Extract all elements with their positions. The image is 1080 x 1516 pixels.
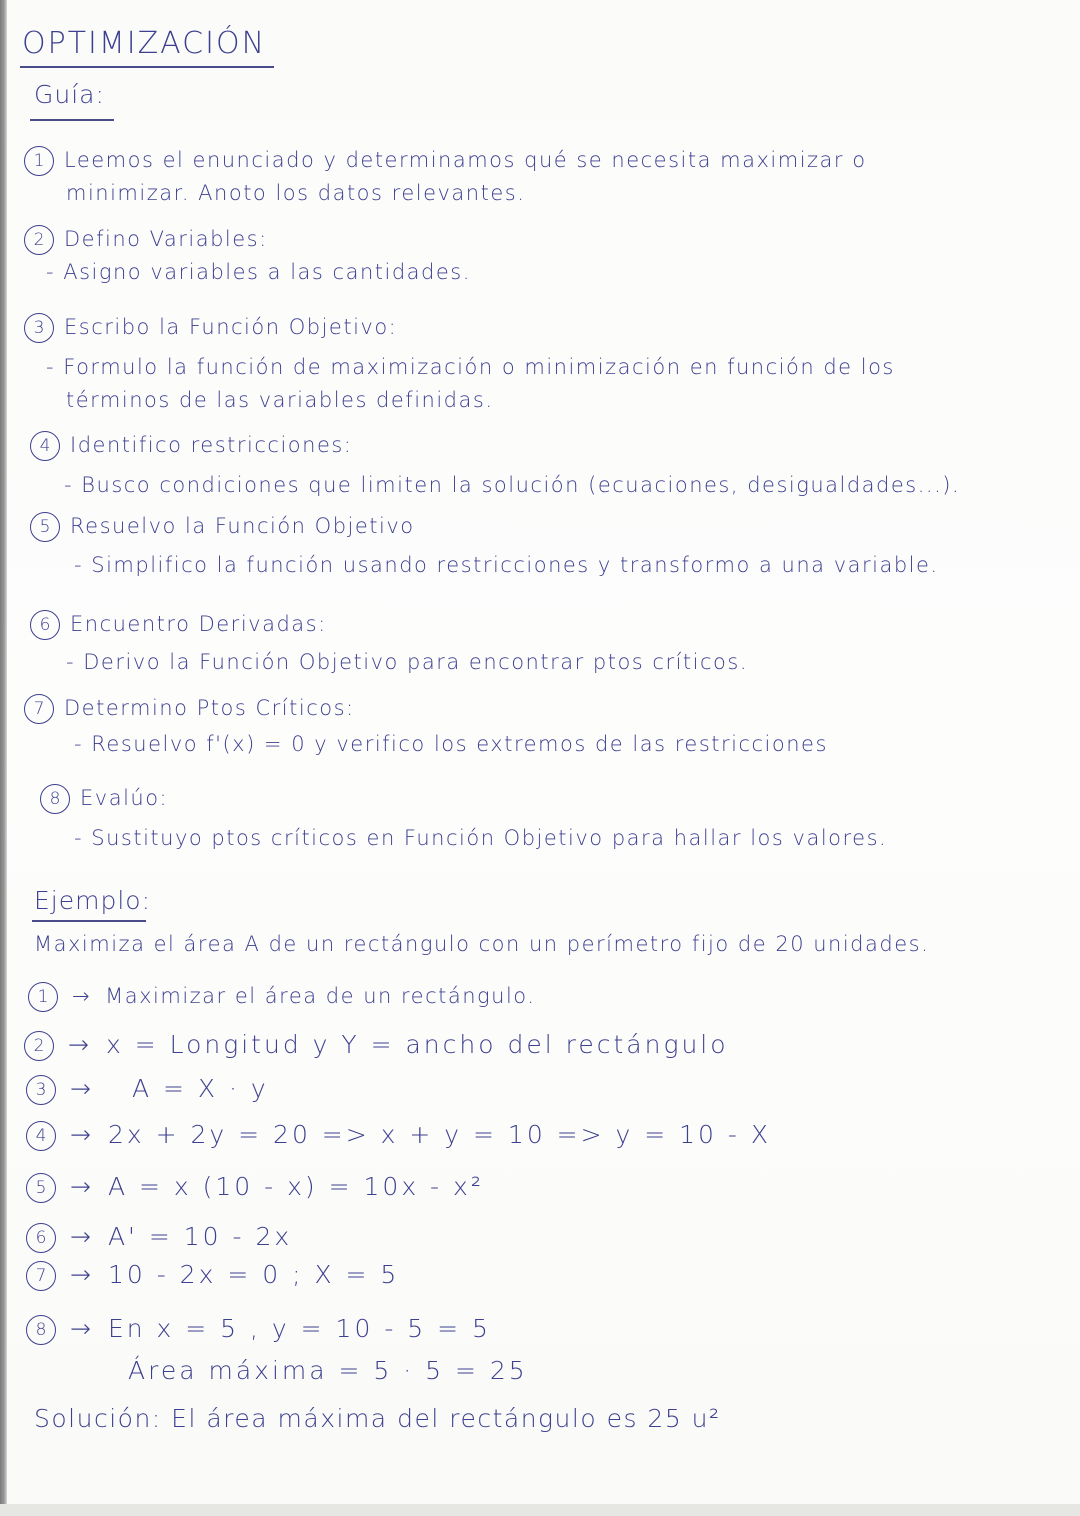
guide-step-2: 2 Defino Variables: [24,225,268,255]
guide-step-3-detail: - Formulo la función de maximización o minimización en función de los [46,355,895,379]
arrow-icon: → [68,1030,92,1059]
step-number-circle: 7 [26,1261,56,1291]
example-heading: Ejemplo: [34,886,152,915]
guide-step-5-detail: - Simplifico la función usando restricciones y transformo a una variable. [74,553,939,577]
step-number-circle: 1 [24,146,54,176]
guide-underline [30,119,114,121]
guide-step-7: 7 Determino Ptos Críticos: [24,694,355,724]
guide-step-3-cont: términos de las variables definidas. [66,388,494,412]
step-number-circle: 6 [30,610,60,640]
step-number-circle: 7 [24,694,54,724]
solution-line: Solución: El área máxima del rectángulo es 25 u² [34,1404,721,1433]
arrow-icon: → [70,1120,94,1149]
step-number-circle: 3 [26,1075,56,1105]
step-number-circle: 8 [40,784,70,814]
step-number-circle: 5 [30,512,60,542]
title-underline [20,66,274,68]
example-step-6: 6 → A' = 10 - 2x [26,1222,292,1253]
guide-step-4-detail: - Busco condiciones que limiten la solución (ecuaciones, desigualdades...). [64,473,961,497]
example-step-3: 3 → A = X · y [26,1074,269,1105]
arrow-icon: → [70,1074,94,1103]
arrow-icon: → [70,1222,94,1251]
step-number-circle: 8 [26,1315,56,1345]
step-number-circle: 4 [26,1121,56,1151]
arrow-icon: → [70,1172,94,1201]
step-number-circle: 1 [28,982,58,1012]
guide-step-6-detail: - Derivo la Función Objetivo para encontrar ptos críticos. [66,650,749,674]
guide-step-2-detail: - Asigno variables a las cantidades. [46,260,471,284]
arrow-icon: → [70,1260,94,1289]
guide-step-8: 8 Evalúo: [40,784,168,814]
guide-step-1-cont: minimizar. Anoto los datos relevantes. [66,181,526,205]
guide-step-4: 4 Identifico restricciones: [30,431,352,461]
example-step-2: 2 → x = Longitud y Y = ancho del rectángulo [24,1030,729,1061]
example-step-1: 1 → Maximizar el área de un rectángulo. [28,982,535,1012]
guide-step-3: 3 Escribo la Función Objetivo: [24,313,397,343]
guide-heading: Guía: [34,80,105,109]
guide-step-7-detail: - Resuelvo f'(x) = 0 y verifico los extremos de las restricciones [74,732,828,756]
page-title: OPTIMIZACIÓN [22,26,267,61]
step-number-circle: 2 [24,1031,54,1061]
step-number-circle: 3 [24,313,54,343]
step-number-circle: 2 [24,225,54,255]
example-step-4: 4 → 2x + 2y = 20 => x + y = 10 => y = 10 - X [26,1120,771,1151]
arrow-icon: → [70,1314,94,1343]
example-step-7: 7 → 10 - 2x = 0 ; X = 5 [26,1260,399,1291]
example-statement: Maximiza el área A de un rectángulo con un perímetro fijo de 20 unidades. [34,932,930,956]
guide-step-1: 1 Leemos el enunciado y determinamos qué se necesita maximizar o [24,146,867,176]
step-number-circle: 4 [30,431,60,461]
page-bottom-edge [0,1504,1080,1516]
guide-step-6: 6 Encuentro Derivadas: [30,610,327,640]
example-underline [32,920,146,922]
step-number-circle: 6 [26,1223,56,1253]
step-number-circle: 5 [26,1173,56,1203]
example-step-5: 5 → A = x (10 - x) = 10x - x² [26,1172,484,1203]
example-step-8: 8 → En x = 5 , y = 10 - 5 = 5 [26,1314,491,1345]
page-left-edge [0,0,7,1506]
max-area-line: Área máxima = 5 · 5 = 25 [128,1356,528,1385]
guide-step-8-detail: - Sustituyo ptos críticos en Función Objetivo para hallar los valores. [74,826,888,850]
guide-step-5: 5 Resuelvo la Función Objetivo [30,512,415,542]
arrow-icon: → [72,984,92,1008]
